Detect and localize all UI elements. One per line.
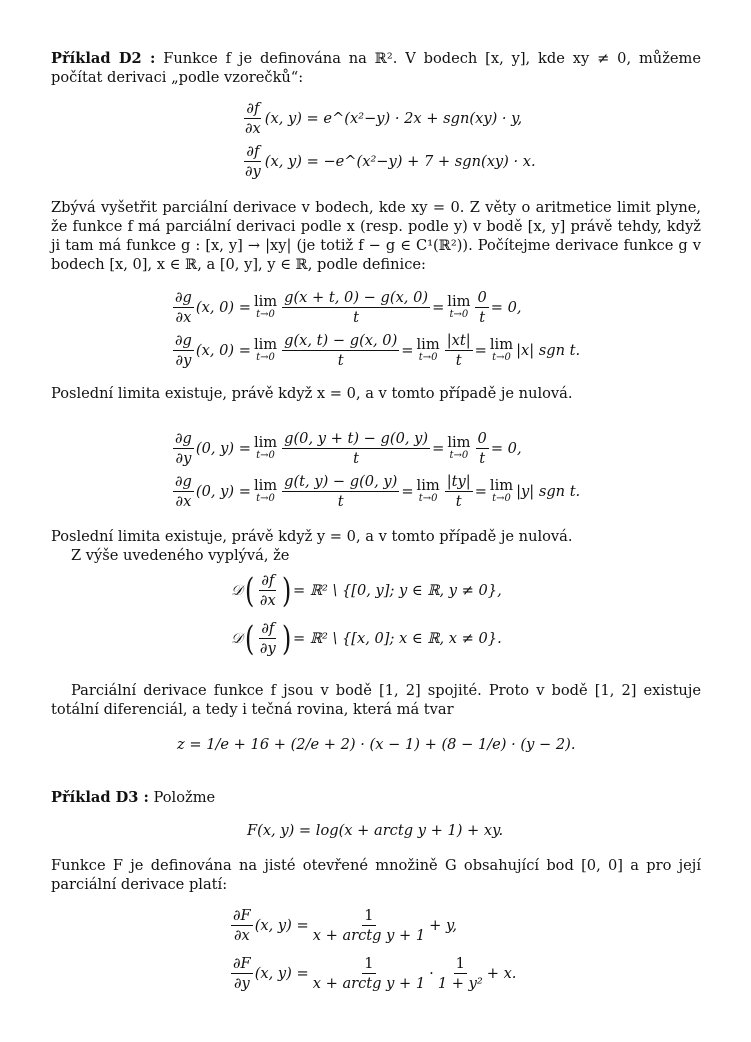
d2-limit-3 <box>171 430 522 467</box>
d2-note-2 <box>51 527 701 546</box>
Fy-f-num: 1 <box>364 955 374 972</box>
lim1-lhs-num: ∂g <box>175 289 192 306</box>
lim3-f2-num: 0 <box>477 430 487 447</box>
d2-paragraph-3 <box>51 681 701 719</box>
F-text: F(x, y) = log(x + arctg y + 1) + xy. <box>247 822 504 839</box>
lim2-arg: (x, 0) = <box>195 341 251 359</box>
lim2-lim: lim <box>253 336 278 353</box>
lim1-f1-den: t <box>353 309 360 326</box>
d2-domain-2 <box>231 620 502 657</box>
lim2-lhs-num: ∂g <box>175 332 192 349</box>
d2-domain-1 <box>231 572 502 609</box>
lim2-lim-3: lim <box>489 336 514 353</box>
dom1-D: 𝒟 <box>231 581 243 599</box>
dom2-rhs: = ℝ² \ {[x, 0]; x ∈ ℝ, x ≠ 0}. <box>292 629 502 647</box>
Fy-tail: + x. <box>486 964 517 982</box>
lim2-tail2: |x| sgn t. <box>516 341 581 359</box>
lim1-lhs-den: ∂x <box>175 309 192 326</box>
lim4-lim-2: lim <box>416 477 440 494</box>
lim1-sub-2: t→0 <box>449 309 469 320</box>
lim1-tail: = 0, <box>490 298 522 316</box>
d3-intro-block <box>51 788 701 807</box>
lim4-f2-num: |ty| <box>446 473 471 490</box>
d2-paragraph-2 <box>51 198 701 274</box>
lim1-eq: = <box>432 298 445 316</box>
lim4-sub-2: t→0 <box>418 493 438 504</box>
d3-label: Příklad D3 : <box>51 789 149 806</box>
lim4-sub-3: t→0 <box>492 493 511 504</box>
fy-rhs: (x, y) = −e^(x²−y) + 7 + sgn(xy) · x. <box>264 152 536 170</box>
dom1-rhs: = ℝ² \ {[0, y]; y ∈ ℝ, y ≠ 0}, <box>292 581 502 599</box>
note2-text: Poslední limita existuje, právě když y = 0, a v tomto případě je nulová. <box>51 528 573 545</box>
lim4-tail2: |y| sgn t. <box>516 482 581 500</box>
right-paren: ) <box>281 618 291 659</box>
lim2-f2-num: |xt| <box>446 332 471 349</box>
d3-para-text: Funkce F je definována na jisté otevřené množině G obsahující bod [0, 0] a pro její parciální derivace platí: <box>51 857 701 893</box>
lim4-lhs-den: ∂x <box>175 493 192 510</box>
Fx-f-num: 1 <box>364 907 374 924</box>
d2-note-3 <box>51 546 701 565</box>
lim4-tail: = <box>474 482 487 500</box>
left-paren: ( <box>244 618 254 659</box>
lim2-sub-2: t→0 <box>418 352 438 363</box>
d2-intro-block <box>51 49 701 87</box>
lim2-tail: = <box>474 341 487 359</box>
d2-tangent-plane <box>177 736 575 754</box>
d3-Fy-equation <box>229 955 516 992</box>
lim1-sub: t→0 <box>256 309 275 320</box>
dom1-num: ∂f <box>261 572 275 589</box>
Fx-f-den: x + arctg y + 1 <box>312 927 426 944</box>
lim1-arg: (x, 0) = <box>195 298 251 316</box>
lim3-sub-2: t→0 <box>449 450 469 461</box>
dom2-den: ∂y <box>259 640 276 657</box>
lim2-lhs-den: ∂y <box>175 352 192 369</box>
lim2-sub: t→0 <box>256 352 275 363</box>
Fy-num: ∂F <box>233 955 251 972</box>
d2-label: Příklad D2 : <box>51 50 156 67</box>
lim3-f1-num: g(0, y + t) − g(0, y) <box>284 430 429 447</box>
Fy-g-den: 1 + y² <box>437 975 483 992</box>
lim4-lhs-num: ∂g <box>175 473 192 490</box>
lim2-eq: = <box>401 341 414 359</box>
d2-limit-1 <box>171 289 522 326</box>
lim3-sub: t→0 <box>256 450 275 461</box>
d2-fx-equation <box>241 100 522 137</box>
lim2-f1-num: g(x, t) − g(x, 0) <box>284 332 398 349</box>
fy-num: ∂f <box>246 143 260 160</box>
Fy-f-den: x + arctg y + 1 <box>312 975 426 992</box>
right-paren: ) <box>281 570 291 611</box>
fx-den: ∂x <box>245 120 261 137</box>
Fx-den: ∂x <box>233 927 250 944</box>
lim4-arg: (0, y) = <box>195 482 251 500</box>
Fy-den: ∂y <box>233 975 250 992</box>
d2-fy-equation <box>241 143 536 180</box>
lim4-f1-den: t <box>337 493 344 510</box>
d2-limit-4 <box>171 473 580 510</box>
d2-intro-text: Funkce f je definována na ℝ². V bodech [x, y], kde xy ≠ 0, můžeme počítat derivaci „podle vzorečků“: <box>51 50 701 86</box>
d2-limit-2 <box>171 332 580 369</box>
d3-intro-text: Položme <box>153 789 216 806</box>
lim2-f1-den: t <box>337 352 344 369</box>
Fy-arg: (x, y) = <box>254 964 309 982</box>
lim3-tail: = 0, <box>490 439 522 457</box>
lim3-lim: lim <box>253 434 278 451</box>
Fx-arg: (x, y) = <box>254 916 309 934</box>
lim3-lhs-num: ∂g <box>175 430 192 447</box>
left-paren: ( <box>244 570 254 611</box>
lim1-f1-num: g(x + t, 0) − g(x, 0) <box>284 289 429 306</box>
lim1-lim-2: lim <box>447 293 471 310</box>
plane-text: z = 1/e + 16 + (2/e + 2) · (x − 1) + (8 − 1/e) · (y − 2). <box>177 736 576 753</box>
lim3-f2-den: t <box>479 450 486 467</box>
Fx-tail: + y, <box>429 916 457 934</box>
lim2-sub-3: t→0 <box>492 352 511 363</box>
d3-paragraph <box>51 856 701 894</box>
d2-note-1 <box>51 384 701 403</box>
lim4-lim: lim <box>253 477 278 494</box>
d3-F-definition <box>247 822 503 840</box>
lim4-sub: t→0 <box>256 493 275 504</box>
Fy-g-num: 1 <box>455 955 465 972</box>
lim3-arg: (0, y) = <box>195 439 251 457</box>
Fx-num: ∂F <box>233 907 251 924</box>
lim3-lhs-den: ∂y <box>175 450 192 467</box>
para3-text: Parciální derivace funkce f jsou v bodě [1, 2] spojité. Proto v bodě [1, 2] existuje totální diferenciál, a tedy i tečná rovina, která má tvar <box>51 682 701 718</box>
fx-num: ∂f <box>246 100 260 117</box>
fx-rhs: (x, y) = e^(x²−y) · 2x + sgn(xy) · y, <box>264 109 523 127</box>
lim3-f1-den: t <box>353 450 360 467</box>
d2-para2-text: Zbývá vyšetřit parciální derivace v bodech, kde xy = 0. Z věty o aritmetice limit plyne, že funkce f má parciální derivaci podle x (resp. podle y) v bodě [x, y] právě tehdy, když ji tam má funkce g : [x, y] → |xy| (je totiž f − g ∈ C¹(ℝ²)). Počítejme derivace funkce g v bodech [x, 0], x ∈ ℝ, a [0, y], y ∈ ℝ, podle definice: <box>51 199 701 273</box>
Fy-dot: · <box>429 964 434 982</box>
fy-den: ∂y <box>245 163 261 180</box>
lim4-f2-den: t <box>455 493 462 510</box>
lim3-lim-2: lim <box>447 434 471 451</box>
note1-text: Poslední limita existuje, právě když x = 0, a v tomto případě je nulová. <box>51 385 573 402</box>
lim2-f2-den: t <box>455 352 462 369</box>
lim4-lim-3: lim <box>489 477 514 494</box>
dom2-D: 𝒟 <box>231 629 243 647</box>
dom1-den: ∂x <box>259 592 276 609</box>
lim1-f2-num: 0 <box>477 289 487 306</box>
lim3-eq: = <box>432 439 445 457</box>
lim2-lim-2: lim <box>416 336 440 353</box>
d3-Fx-equation <box>229 907 457 944</box>
dom2-num: ∂f <box>261 620 275 637</box>
lim4-f1-num: g(t, y) − g(0, y) <box>284 473 398 490</box>
lim4-eq: = <box>401 482 414 500</box>
note3-text: Z výše uvedeného vyplývá, že <box>71 547 290 564</box>
lim1-f2-den: t <box>479 309 486 326</box>
lim1-lim: lim <box>253 293 278 310</box>
